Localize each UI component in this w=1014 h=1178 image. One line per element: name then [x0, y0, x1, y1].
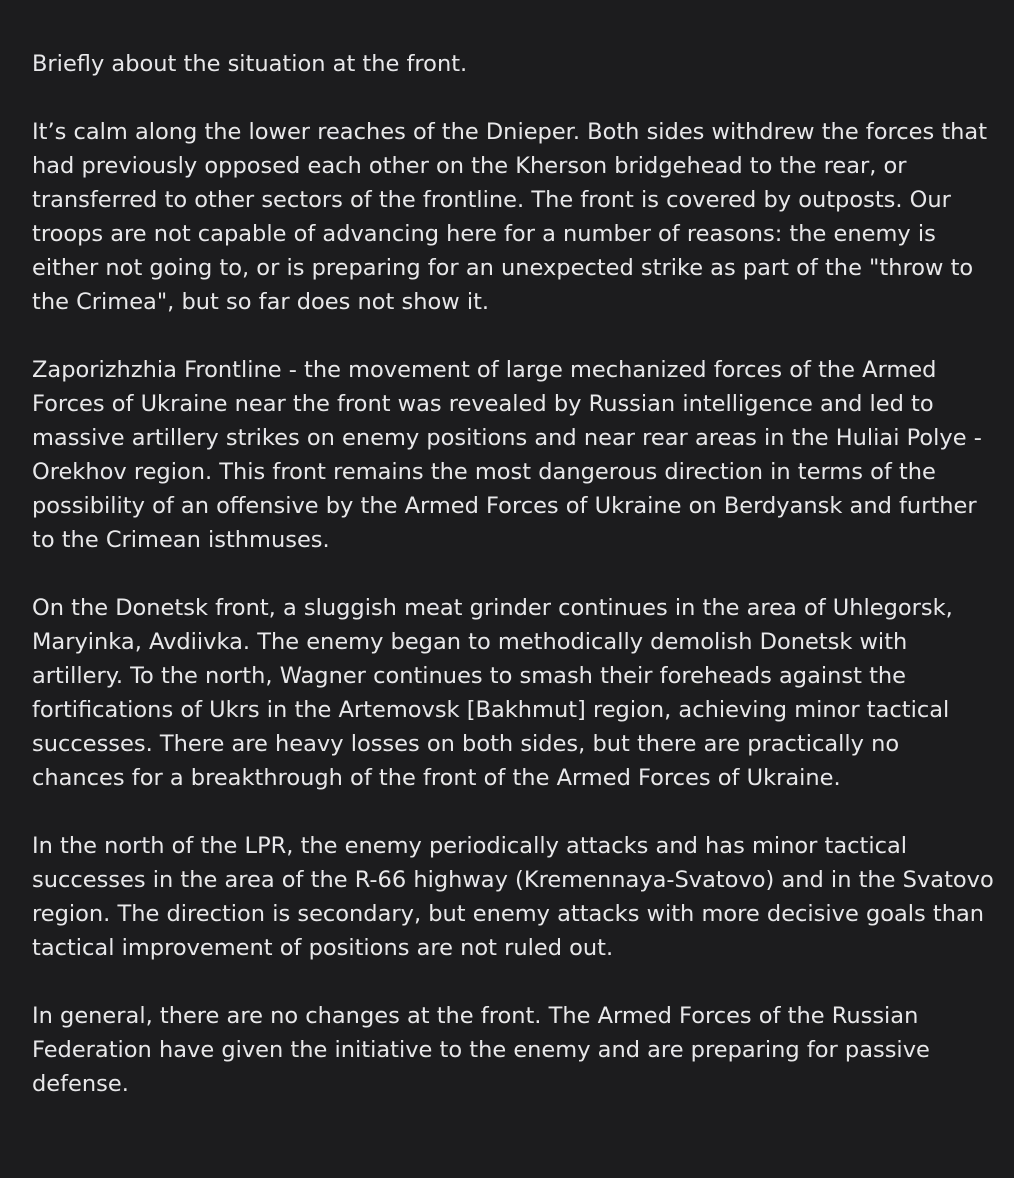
paragraph-lpr: In the north of the LPR, the enemy periodically attacks and has minor tactical successes in the area of the R-66 highway (Kremennaya-Svatovo) and in the Svatovo region. The direction is secondary, but enemy attacks with more decisive goals than tactical improvement of positions are not ruled out. [32, 833, 994, 961]
paragraph-dnieper: It’s calm along the lower reaches of the Dnieper. Both sides withdrew the forces that had previously opposed each other on the Kherson bridgehead to the rear, or transferred to other sectors of the frontline. The front is covered by outposts. Our troops are not capable of advancing here for a number of reasons: the enemy is either not going to, or is preparing for an unexpected strike as part of the "throw to the Crimea", but so far does not show it. [32, 119, 988, 315]
paragraph-summary: In general, there are no changes at the front. The Armed Forces of the Russian Federation have given the initiative to the enemy and are preparing for passive defense. [32, 1003, 930, 1097]
paragraph-zaporizhzhia: Zaporizhzhia Frontline - the movement of large mechanized forces of the Armed Forces of Ukraine near the front was revealed by Russian intelligence and led to massive artillery strikes on enemy positions and near rear areas in the Huliai Polye - Orekhov region. This front remains the most dangerous direction in terms of the possibility of an offensive by the Armed Forces of Ukraine on Berdyansk and further to the Crimean isthmuses. [32, 357, 982, 553]
paragraph-intro: Briefly about the situation at the front. [32, 51, 468, 77]
paragraph-donetsk: On the Donetsk front, a sluggish meat grinder continues in the area of Uhlegorsk, Maryinka, Avdiivka. The enemy began to methodically demolish Donetsk with artillery. To the north, Wagner continues to smash their foreheads against the fortifications of Ukrs in the Artemovsk [Bakhmut] region, achieving minor tactical successes. There are heavy losses on both sides, but there are practically no chances for a breakthrough of the front of the Armed Forces of Ukraine. [32, 595, 953, 791]
